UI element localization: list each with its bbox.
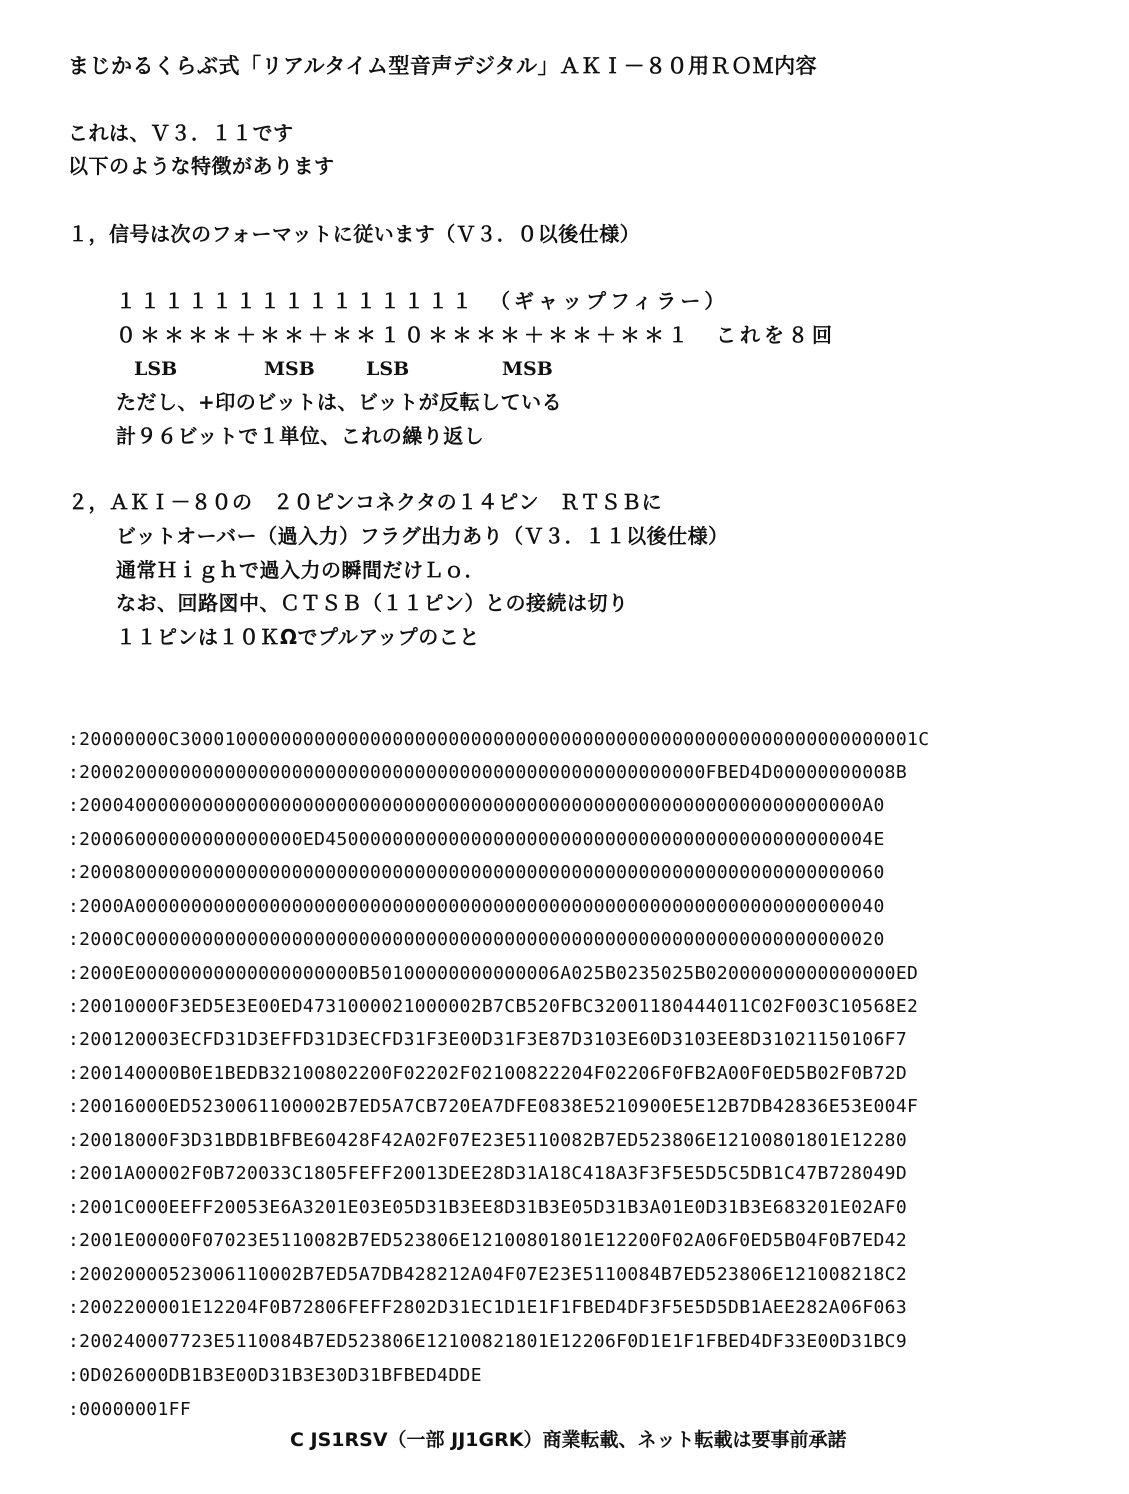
section2-heading: ２，ＡＫＩ－８０の ２０ピンコネクタの１４ピン ＲＴＳＢに xyxy=(68,490,663,514)
version-line: これは、Ｖ３．１１です xyxy=(68,121,294,145)
gap-filler-line: １１１１１１１１１１１１１１１ （ギャップフィラー） xyxy=(116,289,729,313)
features-line: 以下のような特徴があります xyxy=(68,154,335,178)
hex-line: :200140000B0E1BEDB32100802200F02202F02100822204F02206F0FB2A00F0ED5B02F0B72D xyxy=(68,1063,908,1084)
hex-line: :2001A00002F0B720033C1805FEFF20013DEE28D31A18C418A3F3F5E5D5C5DB1C47B728049D xyxy=(68,1163,908,1184)
copyright-footer: C JS1RSV（一部 JJ1GRK）商業転載、ネット転載は要事前承諾 xyxy=(290,1429,847,1451)
section2-line-2: 通常Ｈｉｇｈで過入力の瞬間だけＬｏ． xyxy=(116,558,485,582)
hex-line: :20002000000000000000000000000000000000000000000000000000FBED4D00000000008B xyxy=(68,762,908,783)
hex-line: :20016000ED5230061100002B7ED5A7CB720EA7DFE0838E5210900E5E12B7DB42836E53E004F xyxy=(68,1096,919,1117)
bit-label-lsb-2: LSB xyxy=(366,358,410,380)
document-title: まじかるくらぶ式「リアルタイム型音声デジタル」ＡＫＩ－８０用ＲＯＭ内容 xyxy=(68,54,818,78)
hex-line: :00000001FF xyxy=(68,1399,192,1420)
hex-line: :2001C000EEFF20053E6A3201E03E05D31B3EE8D31B3E05D31B3A01E0D31B3E683201E02AF0 xyxy=(68,1197,908,1218)
section2-line-3: なお、回路図中、ＣＴＳＢ（１１ピン）との接続は切り xyxy=(116,591,629,615)
hex-line: :2000C0000000000000000000000000000000000000000000000000000000000000000020 xyxy=(68,929,885,950)
hex-line: :2000A0000000000000000000000000000000000000000000000000000000000000000040 xyxy=(68,896,885,917)
hex-line: :20006000000000000000ED4500000000000000000000000000000000000000000000004E xyxy=(68,829,885,850)
section2-line-1: ビットオーバー（過入力）フラグ出力あり（Ｖ３．１１以後仕様） xyxy=(116,524,729,548)
hex-line: :2001E00000F07023E5110082B7ED523806E12100801801E12200F02A06F0ED5B04F0B7ED42 xyxy=(68,1230,908,1251)
hex-line: :20018000F3D31BDB1BFBE60428F42A02F07E23E5110082B7ED523806E12100801801E12280 xyxy=(68,1130,908,1151)
hex-line: :0D026000DB1B3E00D31B3E30D31BFBED4DDE xyxy=(68,1365,482,1386)
hex-line: :2002200001E12204F0B72806FEFF2802D31EC1D1E1F1FBED4DF3F5E5D5DB1AEE282A06F063 xyxy=(68,1297,908,1318)
hex-line: :2000400000000000000000000000000000000000000000000000000000000000000000A0 xyxy=(68,795,885,816)
hex-line: :20000000C300010000000000000000000000000000000000000000000000000000000000001C xyxy=(68,729,930,750)
bit-label-msb-1: MSB xyxy=(264,358,315,380)
hex-line: :200120003ECFD31D3EFFD31D3ECFD31F3E00D31F3E87D3103E60D3103EE8D31021150106F7 xyxy=(68,1029,908,1050)
total-bits-line: 計９６ビットで１単位、これの繰り返し xyxy=(116,424,485,448)
bit-label-msb-2: MSB xyxy=(502,358,553,380)
bit-label-lsb-1: LSB xyxy=(134,358,178,380)
bit-pattern-line: ０＊＊＊＊＋＊＊＋＊＊１０＊＊＊＊＋＊＊＋＊＊１ これを８回 xyxy=(116,323,836,347)
hex-line: :200240007723E5110084B7ED523806E12100821801E12206F0D1E1F1FBED4DF33E00D31BC9 xyxy=(68,1331,908,1352)
inversion-note-line: ただし、+印のビットは、ビットが反転している xyxy=(116,390,563,414)
hex-line: :20010000F3ED5E3E00ED4731000021000002B7CB520FBC32001180444011C02F003C10568E2 xyxy=(68,996,919,1017)
hex-line: :20020000523006110002B7ED5A7DB428212A04F07E23E5110084B7ED523806E121008218C2 xyxy=(68,1264,908,1285)
hex-line: :2000E00000000000000000000B50100000000000006A025B0235025B02000000000000000ED xyxy=(68,963,919,984)
section1-heading: １，信号は次のフォーマットに従います（Ｖ３．０以後仕様） xyxy=(68,222,641,246)
hex-line: :200080000000000000000000000000000000000000000000000000000000000000000060 xyxy=(68,862,885,883)
section2-line-4: １１ピンは１０ＫΩでプルアップのこと xyxy=(116,625,480,649)
